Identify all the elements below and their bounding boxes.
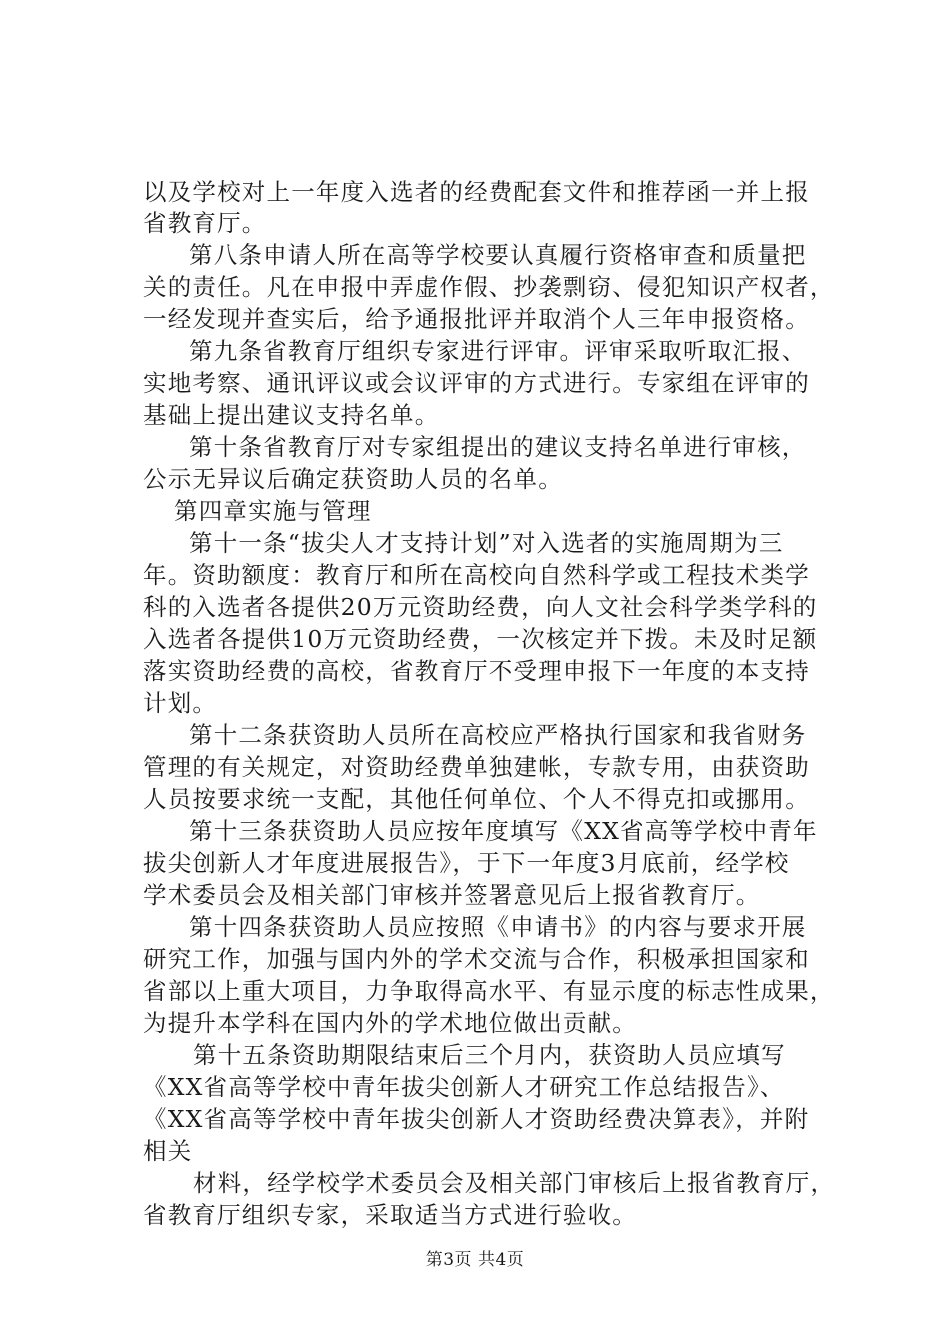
text-line: 拔尖创新人才年度进展报告》，于下一年度3月底前，经学校 <box>143 849 790 877</box>
text-line: 第十四条获资助人员应按照《申请书》的内容与要求开展 <box>189 913 807 941</box>
text-line: 实地考察、通讯评议或会议评审的方式进行。专家组在评审的 <box>143 369 810 397</box>
text-line: 省教育厅。 <box>143 209 267 237</box>
text-line: 第十三条获资助人员应按年度填写《XX省高等学校中青年 <box>189 817 818 845</box>
text-line: 管理的有关规定，对资助经费单独建帐，专款专用，由获资助 <box>143 753 810 781</box>
text-line: 第十二条获资助人员所在高校应严格执行国家和我省财务 <box>189 721 807 749</box>
text-line: 第九条省教育厅组织专家进行评审。评审采取听取汇报、 <box>189 337 807 365</box>
text-line: 基础上提出建议支持名单。 <box>143 401 440 429</box>
text-line: 一经发现并查实后，给予通报批评并取消个人三年申报资格。 <box>143 305 810 333</box>
text-line: 入选者各提供10万元资助经费，一次核定并下拨。未及时足额 <box>143 625 818 653</box>
text-line: 公示无异议后确定获资助人员的名单。 <box>143 465 563 493</box>
text-line: 科的入选者各提供20万元资助经费，向人文社会科学类学科的 <box>143 593 818 621</box>
text-line: 材料，经学校学术委员会及相关部门审核后上报省教育厅， <box>193 1169 836 1197</box>
text-line: 年。资助额度：教育厅和所在高校向自然科学或工程技术类学 <box>143 561 810 589</box>
text-line: 为提升本学科在国内外的学术地位做出贡献。 <box>143 1009 637 1037</box>
text-line: 《XX省高等学校中青年拔尖创新人才研究工作总结报告》、 <box>143 1073 785 1101</box>
chapter-heading: 第四章实施与管理 <box>174 497 372 525</box>
text-line: 学术委员会及相关部门审核并签署意见后上报省教育厅。 <box>143 881 761 909</box>
text-line: 相关 <box>143 1137 193 1165</box>
text-line: 以及学校对上一年度入选者的经费配套文件和推荐函一并上报 <box>143 178 810 206</box>
text-line: 第十条省教育厅对专家组提出的建议支持名单进行审核， <box>189 433 807 461</box>
text-line: 第十一条“拔尖人才支持计划”对入选者的实施周期为三 <box>189 529 784 557</box>
text-line: 研究工作，加强与国内外的学术交流与合作，积极承担国家和 <box>143 945 810 973</box>
text-line: 关的责任。凡在申报中弄虚作假、抄袭剽窃、侵犯知识产权者， <box>143 273 835 301</box>
text-line: 第八条申请人所在高等学校要认真履行资格审查和质量把 <box>189 241 807 269</box>
text-line: 落实资助经费的高校，省教育厅不受理申报下一年度的本支持 <box>143 657 810 685</box>
text-line: 省教育厅组织专家，采取适当方式进行验收。 <box>143 1201 637 1229</box>
text-line: 计划。 <box>143 689 218 717</box>
text-line: 省部以上重大项目，力争取得高水平、有显示度的标志性成果， <box>143 977 835 1005</box>
page-number-footer: 第3页 共4页 <box>425 1250 525 1270</box>
text-line: 第十五条资助期限结束后三个月内，获资助人员应填写 <box>193 1041 786 1069</box>
text-line: 人员按要求统一支配，其他任何单位、个人不得克扣或挪用。 <box>143 785 810 813</box>
text-line: 《XX省高等学校中青年拔尖创新人才资助经费决算表》，并附 <box>143 1105 810 1133</box>
